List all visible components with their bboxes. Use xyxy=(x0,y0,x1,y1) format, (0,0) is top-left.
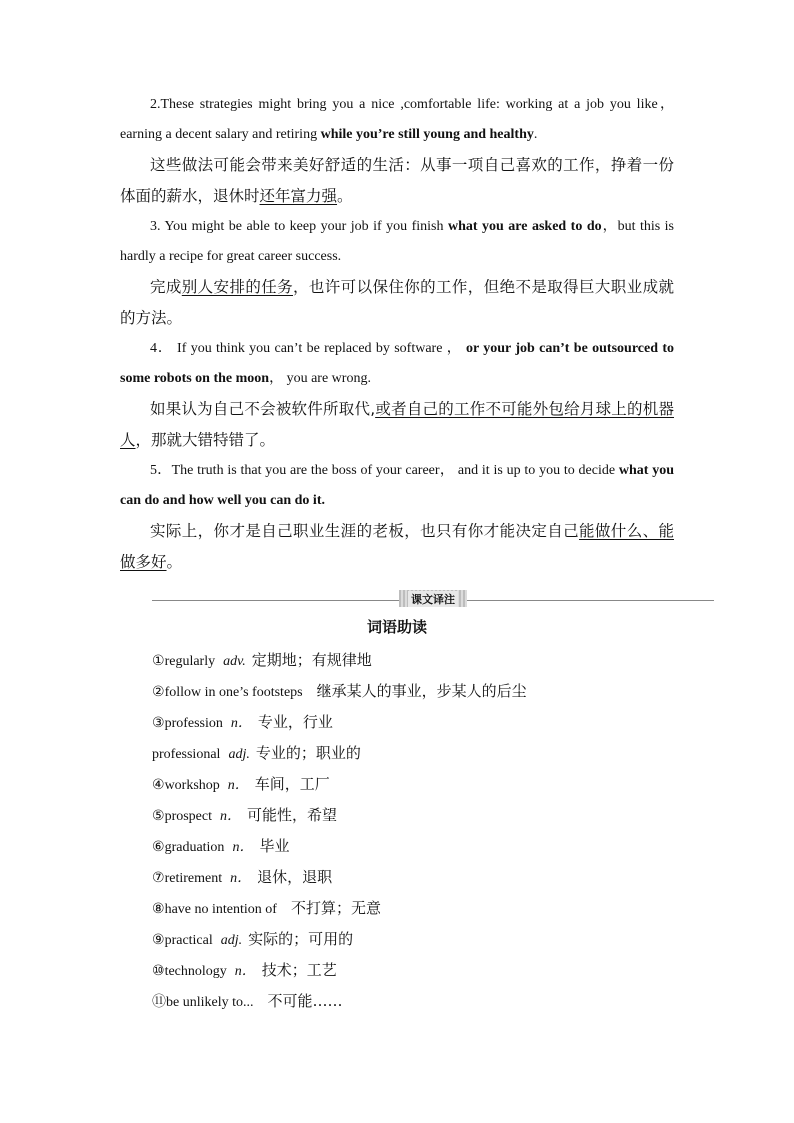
vocab-item xyxy=(152,955,712,986)
vocab-meaning: 可能性，希望 xyxy=(247,806,338,824)
translation-text: 完成 xyxy=(150,278,182,296)
vocab-meaning: 不可能…… xyxy=(267,992,343,1010)
sentence-text: 5．The truth is that you are the boss of your career， and it is up to you to decide xyxy=(150,463,619,478)
vocab-word: technology xyxy=(164,964,227,979)
vocab-pos: n． xyxy=(230,871,252,886)
sentence-text: 3. You might be able to keep your job if you finish xyxy=(150,219,448,234)
translation-text: ，也许可以保住你的工作，但绝不是取得巨大职业成就的方法。 xyxy=(120,278,674,327)
translation-text: 这些做法可能会带来美好舒适的生活：从事一项自己喜欢的工作，挣着一份体面的薪水，退休时 xyxy=(120,156,674,205)
section-badge xyxy=(399,590,467,607)
highlighted-phrase: what you can do and how well you can do it. xyxy=(120,463,674,508)
vocab-item xyxy=(152,986,712,1017)
vocab-word: retirement xyxy=(164,871,223,886)
sentence-text: . xyxy=(533,127,538,142)
vocab-item xyxy=(152,800,712,831)
underlined-translation: 或者自己的工作不可能外包给月球上的机器人 xyxy=(120,400,674,449)
translation-text: 。 xyxy=(166,553,183,571)
underlined-translation: 还年富力强 xyxy=(259,187,338,205)
vocab-item xyxy=(152,645,712,676)
vocab-number: ⑪ xyxy=(152,994,166,1010)
vocab-item xyxy=(152,924,712,955)
vocab-pos: adv. xyxy=(223,654,246,669)
chinese-translation-3 xyxy=(120,272,674,334)
vocab-number: ⑥ xyxy=(152,839,165,855)
highlighted-phrase: what you are asked to do xyxy=(448,219,602,234)
english-sentence-4 xyxy=(120,334,674,394)
vocab-item xyxy=(152,831,712,862)
vocab-pos: n． xyxy=(227,778,249,793)
sentence-text: 2.These strategies might bring you a nice ,comfortable life: working at a job you like， earning a decent salary and retiring xyxy=(120,97,674,142)
section-badge-label: 课文译注 xyxy=(408,591,458,607)
vocab-pos: n． xyxy=(232,840,254,855)
vocab-number: ④ xyxy=(152,777,165,793)
sentence-text: ，but this is hardly a recipe for great career success. xyxy=(120,219,675,264)
text-body xyxy=(120,90,674,578)
vocab-pos: adj. xyxy=(220,933,243,948)
highlighted-phrase: while you’re still young and healthy xyxy=(320,127,534,142)
chinese-translation-2 xyxy=(120,150,674,212)
vocab-item xyxy=(152,893,712,924)
english-sentence-3 xyxy=(120,212,674,272)
vocab-item xyxy=(152,738,712,769)
vocab-number: ③ xyxy=(152,715,165,731)
vocab-list xyxy=(152,645,712,1017)
vocab-meaning: 技术；工艺 xyxy=(261,961,337,979)
vocab-meaning: 定期地；有规律地 xyxy=(251,651,372,669)
vocab-word: be unlikely to... xyxy=(166,995,254,1010)
vocab-meaning: 专业，行业 xyxy=(257,713,333,731)
english-sentence-2 xyxy=(120,90,674,150)
vocab-meaning: 退休，退职 xyxy=(257,868,333,886)
vocab-pos: n． xyxy=(220,809,241,824)
underlined-translation: 能做什么、能做多好 xyxy=(120,522,674,571)
vocab-word: prospect xyxy=(164,809,212,824)
vocab-item xyxy=(152,862,712,893)
vocab-pos: adj. xyxy=(228,747,250,762)
english-sentence-5 xyxy=(120,456,674,516)
vocab-number: ⑩ xyxy=(152,963,165,979)
vocab-meaning: 实际的；可用的 xyxy=(248,930,354,948)
vocab-number: ⑦ xyxy=(152,870,165,886)
vocab-number: ⑨ xyxy=(152,932,165,948)
vocab-word: graduation xyxy=(164,840,225,855)
vocab-number: ② xyxy=(152,684,165,700)
vocab-word: profession xyxy=(164,716,223,731)
translation-text: 实际上，你才是自己职业生涯的老板，也只有你才能决定自己 xyxy=(150,522,580,540)
vocab-meaning: 毕业 xyxy=(259,837,290,855)
highlighted-phrase: or your job can’t be outsourced to some robots on the moon xyxy=(120,341,675,386)
vocab-word: practical xyxy=(164,933,213,948)
chinese-translation-5 xyxy=(120,516,674,578)
vocab-meaning: 专业的；职业的 xyxy=(255,744,361,762)
vocab-pos: n． xyxy=(230,716,252,731)
vocab-meaning: 继承某人的事业，步某人的后尘 xyxy=(316,682,527,700)
vocab-item xyxy=(152,676,712,707)
translation-text: ，那就大错特错了。 xyxy=(135,431,276,449)
translation-text: 如果认为自己不会被软件所取代, xyxy=(150,400,376,418)
vocab-meaning: 不打算；无意 xyxy=(290,899,381,917)
vocab-word: workshop xyxy=(164,778,220,793)
vocab-item xyxy=(152,707,712,738)
vocab-number: ① xyxy=(152,653,165,669)
vocab-word: regularly xyxy=(164,654,216,669)
vocab-pos: n． xyxy=(234,964,256,979)
underlined-translation: 别人安排的任务 xyxy=(181,278,294,296)
chinese-translation-4 xyxy=(120,394,674,456)
sentence-text: 4． If you think you can’t be replaced by software ， xyxy=(150,341,466,356)
vocab-number: ⑤ xyxy=(152,808,165,824)
translation-text: 。 xyxy=(337,187,353,205)
vocab-word: have no intention of xyxy=(164,902,277,917)
vocab-item xyxy=(152,769,712,800)
vocab-number: ⑧ xyxy=(152,901,165,917)
sentence-text: ， you are wrong. xyxy=(269,371,371,386)
vocab-word: professional xyxy=(152,747,221,762)
vocab-word: follow in one’s footsteps xyxy=(164,685,303,700)
vocab-meaning: 车间，工厂 xyxy=(254,775,330,793)
vocab-title: 词语助读 xyxy=(366,618,427,636)
